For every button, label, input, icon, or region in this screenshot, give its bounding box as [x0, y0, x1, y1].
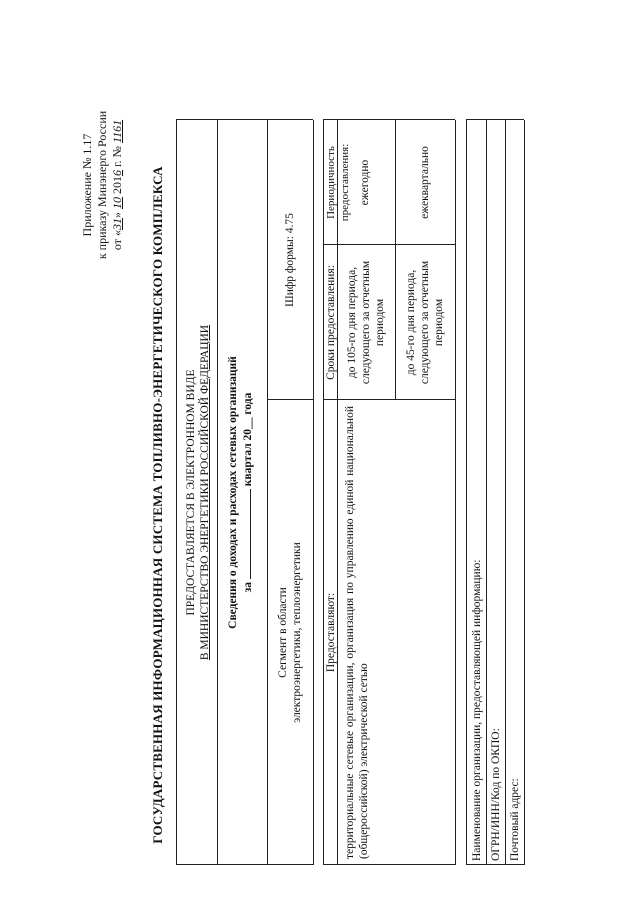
submission-block	[184, 120, 212, 865]
segment-line-2: электроэнергетики, теплоэнергетики	[291, 542, 303, 723]
info-left-line	[466, 864, 524, 865]
submission-line-2: В МИНИСТЕРСТВО ЭНЕРГЕТИКИ РОССИЙСКОЙ ФЕДЕРАЦИИ	[199, 324, 211, 661]
appendix-line-3: от «31» 10 2016 г. № 1161	[110, 119, 124, 251]
table-row-divider	[395, 120, 396, 400]
order-number: 1161	[110, 119, 124, 143]
deadline-quarterly: до 45-го дня периода, следующего за отчетным периодом	[405, 260, 445, 385]
info-bottom-line	[524, 120, 525, 865]
report-title-block	[226, 120, 255, 865]
ogrn-inn-okpo-field: ОГРН/ИНН/Код по ОКПО:	[490, 728, 502, 861]
frame-top-line	[176, 120, 177, 865]
postal-address-field: Почтовый адрес:	[509, 778, 521, 861]
report-period: за квартал 20__ года	[242, 392, 254, 593]
period-blank	[240, 489, 251, 579]
system-title: ГОСУДАРСТВЕННАЯ ИНФОРМАЦИОННАЯ СИСТЕМА ТОПЛИВНО-ЭНЕРГЕТИЧЕСКОГО КОМПЛЕКСА	[150, 166, 165, 844]
table-bottom-line	[455, 120, 456, 865]
info-line-1	[486, 120, 487, 865]
deadline-annual: до 105-го дня периода, следующего за отчетным периодом	[346, 260, 386, 385]
header-submitters: Предоставляют:	[325, 592, 337, 673]
info-top-line	[466, 120, 467, 865]
segment-line-1: Сегмент в области	[277, 587, 289, 678]
periodicity-quarterly: ежеквартально	[419, 146, 431, 219]
form-code: Шифр формы: 4.75	[284, 213, 296, 307]
submission-line-1: ПРЕДОСТАВЛЯЕТСЯ В ЭЛЕКТРОННОМ ВИДЕ	[185, 369, 197, 616]
report-title-bottom-line	[267, 120, 268, 865]
submission-bottom-line	[217, 120, 218, 865]
org-name-field: Наименование организации, предоставляющей информацию:	[471, 559, 483, 861]
order-month: 10	[110, 197, 124, 210]
appendix-header	[80, 45, 125, 325]
order-day: 31	[110, 218, 124, 231]
segment-block	[276, 400, 304, 865]
order-year-digit: 6	[110, 170, 124, 177]
info-right-line	[466, 119, 524, 120]
appendix-line-2: к приказу Минэнерго России	[95, 110, 109, 260]
table-col-divider-1	[323, 399, 455, 400]
table-left-line	[323, 864, 455, 865]
periodicity-annual: ежегодно	[359, 159, 371, 206]
report-title: Сведения о доходах и расходах сетевых организаций	[227, 356, 239, 629]
info-line-2	[505, 120, 506, 865]
submitters-text: территориальные сетевые организации, организация по управлению единой национальной (общероссийской) электрической сетью	[344, 406, 370, 859]
header-periodicity: Периодичность предоставления:	[325, 143, 351, 222]
header-deadlines: Сроки предоставления:	[325, 265, 337, 380]
segment-bottom-line	[313, 120, 314, 865]
appendix-line-1: Приложение № 1.17	[80, 133, 94, 237]
